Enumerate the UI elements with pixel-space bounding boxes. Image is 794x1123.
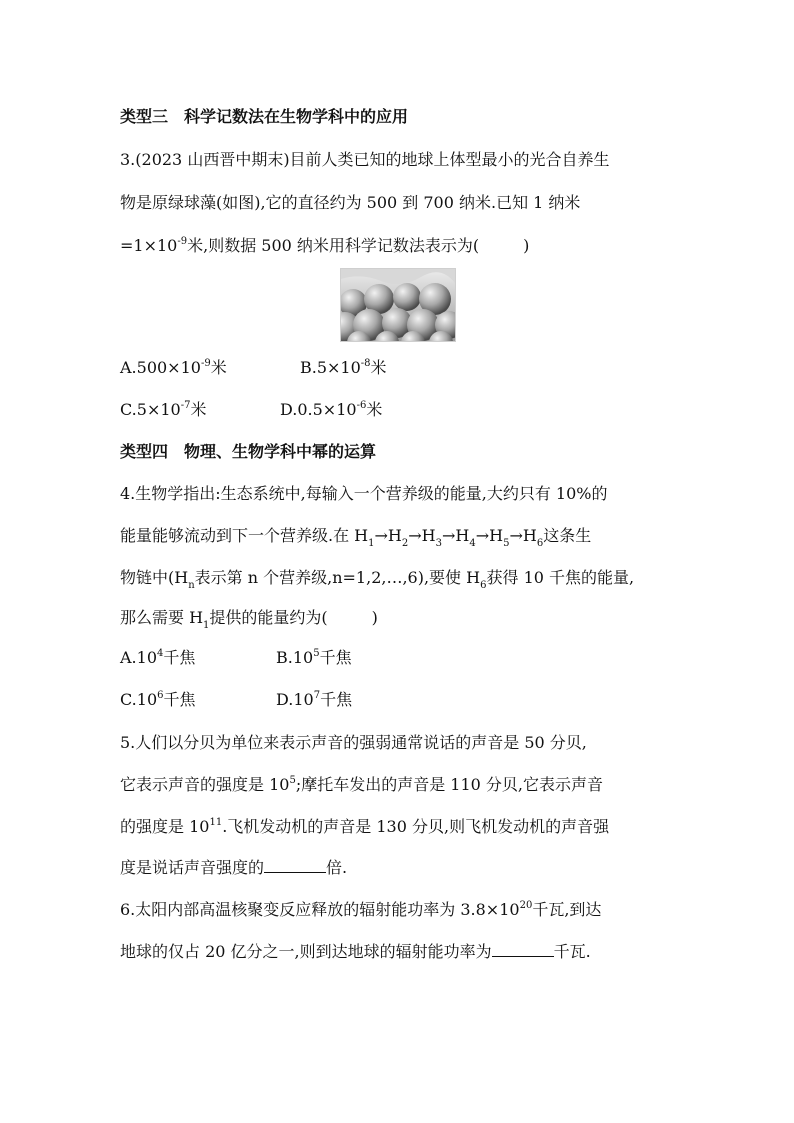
q6-line-1: 6.太阳内部高温核聚变反应释放的辐射能功率为 $3.8\times 10^{20}$千瓦,到达 [120, 899, 602, 919]
algae-photo-graphic [341, 269, 455, 341]
q5-line-4: 度是说话声音强度的 倍. [120, 858, 348, 877]
q3-line-2: 物是原绿球藻(如图),它的直径约为 500 到 700 纳米.已知 1 纳米 [120, 193, 581, 212]
q5-answer-blank[interactable] [264, 858, 326, 873]
q4-option-c: $C.10^6$千焦 [120, 689, 196, 709]
q6-answer-blank[interactable] [492, 942, 554, 957]
algae-photo [340, 268, 456, 342]
section-heading-4: 类型四 物理、生物学科中幂的运算 [120, 442, 377, 461]
q5-line-2: 它表示声音的强度是 $10^5$;摩托车发出的声音是 110 分贝,它表示声音 [120, 774, 604, 794]
q4-line-1: 4.生物学指出:生态系统中,每输入一个营养级的能量,大约只有 10%的 [120, 484, 608, 503]
q3-option-b: $B.5\times 10^{-8}$米 [300, 357, 387, 377]
q4-option-b: $B.10^5$千焦 [276, 647, 352, 667]
q3-option-a: $A.500\times 10^{-9}$米 [120, 357, 227, 377]
q5-line-1: 5.人们以分贝为单位来表示声音的强弱通常说话的声音是 50 分贝, [120, 733, 587, 752]
q4-option-d: $D.10^7$千焦 [276, 689, 353, 709]
q4-line-4: 那么需要 $H_1$提供的能量约为( ) [120, 608, 378, 632]
q3-option-c: $C.5\times 10^{-7}$米 [120, 399, 207, 419]
q4-option-a: $A.10^4$千焦 [120, 647, 196, 667]
q5-line-3: 的强度是 $10^{11}$.飞机发动机的声音是 130 分贝,则飞机发动机的声音强 [120, 816, 610, 836]
section-heading-3: 类型三 科学记数法在生物学科中的应用 [120, 107, 409, 126]
q4-line-2: 能量能够流动到下一个营养级.在 $H_1\to H_2\to H_3\to H_4\to H_5\to H_6$这条生 [120, 526, 592, 550]
q4-line-3: 物链中($H_n$表示第 n 个营养级,n=1,2,…,6),要使 $H_6$获得 10 千焦的能量, [120, 568, 635, 592]
q3-line-3: $=1\times 10^{-9}$米,则数据 500 纳米用科学记数法表示为( ) [120, 235, 530, 255]
q3-option-d: $D.0.5\times 10^{-6}$米 [280, 399, 383, 419]
q3-line-1: 3.(2023 山西晋中期末)目前人类已知的地球上体型最小的光合自养生 [120, 150, 610, 169]
q6-line-2: 地球的仅占 20 亿分之一,则到达地球的辐射能功率为 千瓦. [120, 942, 591, 961]
